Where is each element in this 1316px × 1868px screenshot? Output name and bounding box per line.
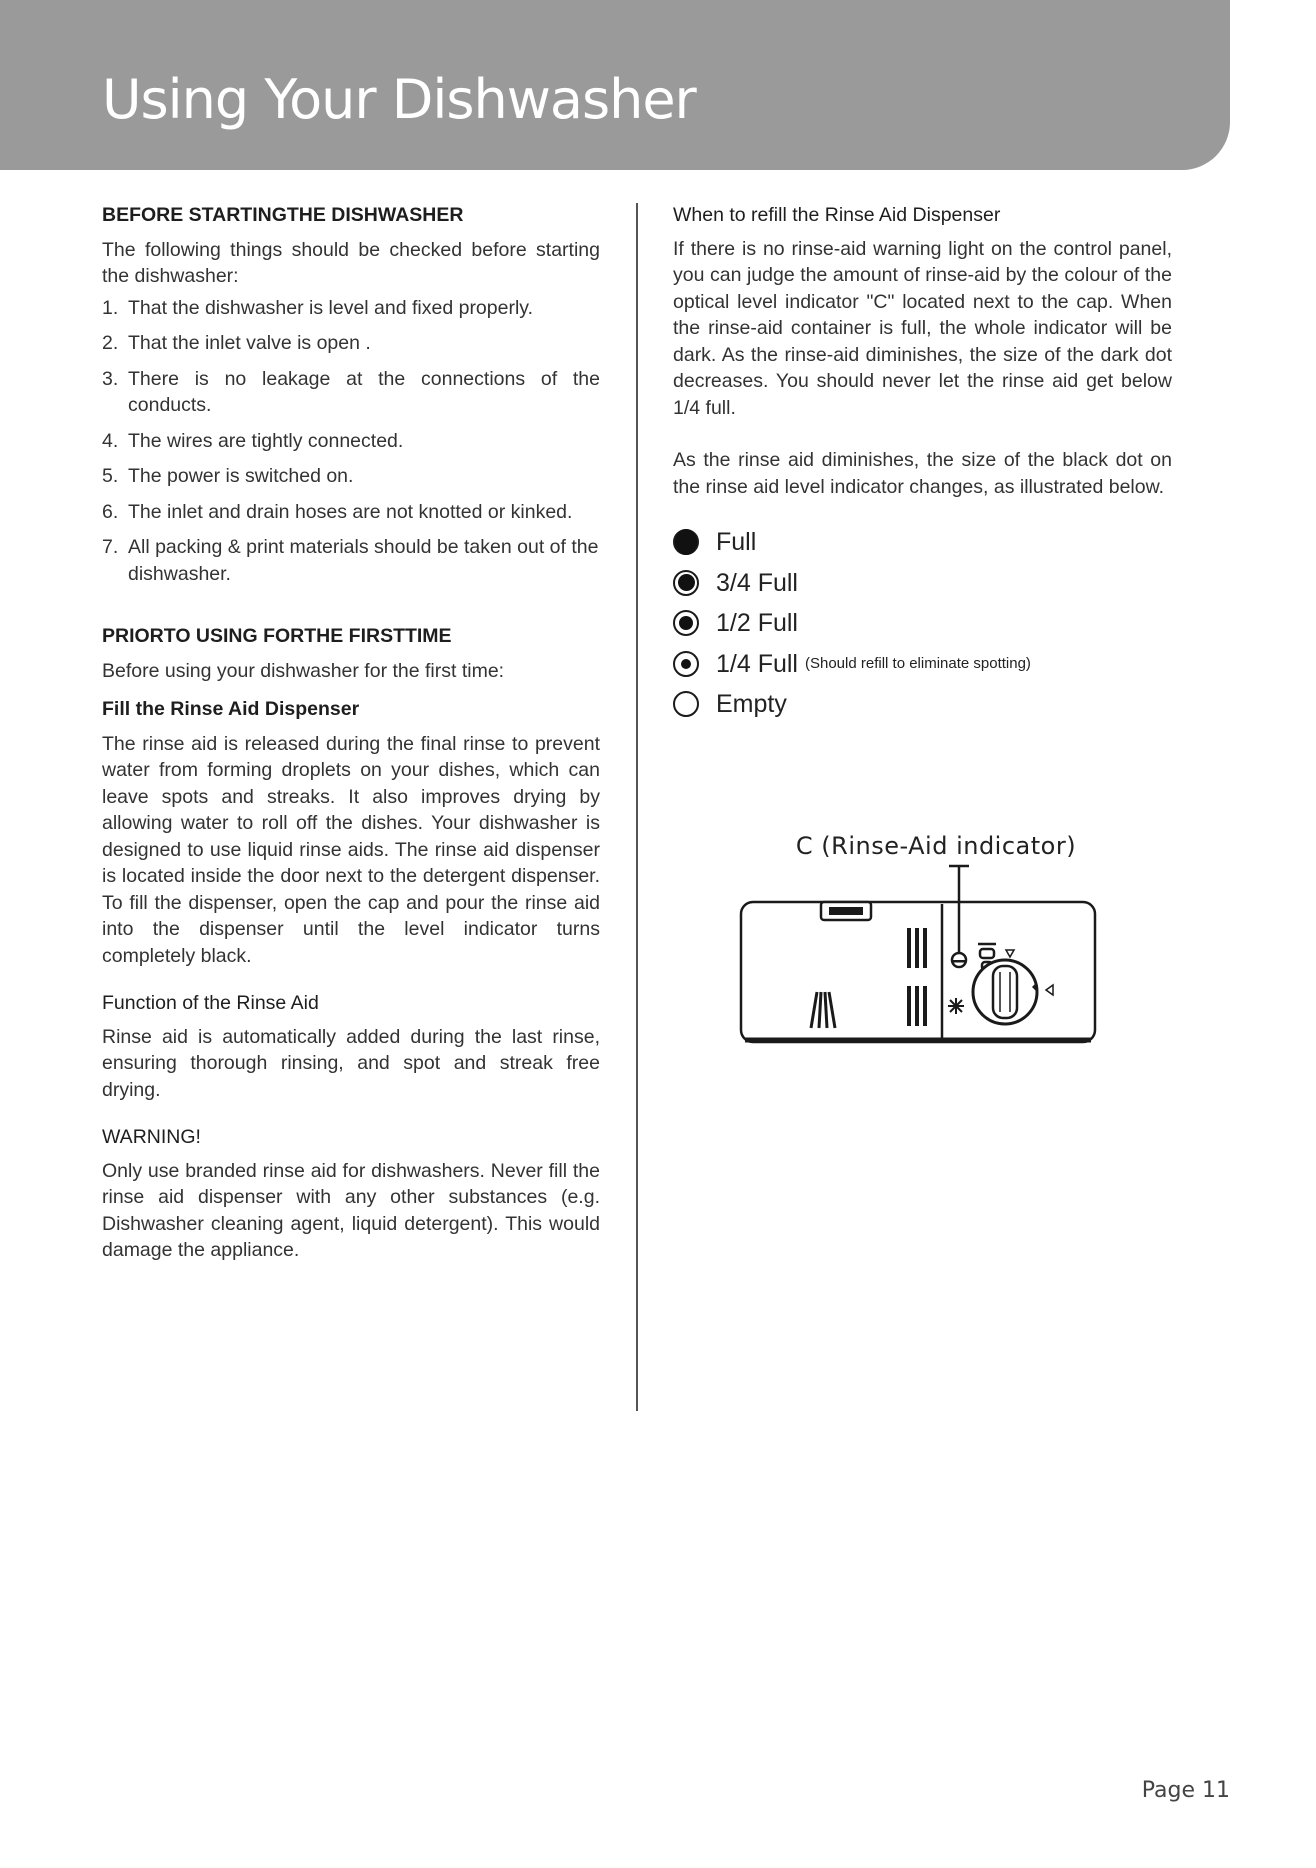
rinse-aid-function-body: Rinse aid is automatically added during the last rinse, ensuring thorough rinsing, and spot and streak free drying.	[102, 1025, 600, 1101]
warning-heading: WARNING!	[102, 1126, 201, 1148]
dial-cap-icon	[973, 960, 1037, 1024]
list-item-number: 6.	[102, 500, 119, 523]
list-item-number: 4.	[102, 429, 119, 452]
list-item	[102, 295, 600, 322]
level-indicator-icon	[952, 953, 966, 967]
fill-rinse-aid-heading: Fill the Rinse Aid Dispenser	[102, 698, 360, 720]
diminish-body: As the rinse aid diminishes, the size of the black dot on the rinse aid level indicator changes, as illustrated below.	[673, 449, 1172, 498]
level-dot-icon	[673, 651, 699, 677]
dispenser-panel-illustration	[735, 860, 1105, 1060]
list-item	[102, 534, 600, 587]
list-item-text: The power is switched on.	[128, 465, 354, 487]
level-item	[673, 563, 1172, 604]
level-dot-icon	[673, 610, 699, 636]
list-item-text: There is no leakage at the connections of the conducts.	[128, 367, 600, 416]
warning-body: Only use branded rinse aid for dishwashers. Never fill the rinse aid dispenser with any other substances (e.g. Dishwasher cleaning agent, liquid detergent). This would damage the appliance.	[102, 1159, 600, 1261]
list-item-text: The wires are tightly connected.	[128, 429, 404, 452]
level-label: Empty	[716, 690, 787, 718]
prior-to-first-use-intro: Before using your dishwasher for the first time:	[102, 659, 505, 682]
prior-to-first-use-heading: PRIORTO USING FORTHE FIRSTTIME	[102, 625, 452, 647]
level-label: 1/4 Full	[716, 649, 798, 678]
fill-rinse-aid-body: The rinse aid is released during the final rinse to prevent water from forming droplets on your dishes, which can leave spots and streaks. It also improves drying by allowing water to roll off the dishes. Your dishwasher is designed to use liquid rinse aids. The rinse aid dispenser is located inside the door next to the detergent dispenser. To fill the dispenser, open the cap and pour the rinse aid into the dispenser until the level indicator turns completely black.	[102, 732, 600, 967]
level-item	[673, 644, 1172, 685]
level-note: (Should refill to eliminate spotting)	[804, 654, 1031, 672]
list-item-number: 3.	[102, 367, 119, 390]
page-title: Using Your Dishwasher	[102, 68, 696, 131]
level-label: 1/2 Full	[716, 609, 798, 637]
list-item-number: 1.	[102, 296, 119, 319]
level-item	[673, 684, 1172, 725]
level-dot-icon	[673, 691, 699, 717]
before-starting-heading: BEFORE STARTINGTHE DISHWASHER	[102, 204, 464, 226]
list-item-number: 5.	[102, 465, 119, 487]
level-item	[673, 603, 1172, 644]
refill-heading: When to refill the Rinse Aid Dispenser	[673, 204, 1001, 226]
column-divider	[636, 203, 638, 1411]
latch-slot-icon	[821, 902, 871, 920]
page-number: Page 11	[1141, 1778, 1230, 1803]
list-item-text: All packing & print materials should be taken out of the dishwasher.	[128, 536, 599, 585]
rinse-aid-level-list	[673, 522, 1172, 725]
list-item	[102, 499, 600, 526]
figure-caption: C (Rinse-Aid indicator)	[795, 832, 1077, 860]
list-item	[102, 463, 600, 490]
list-item-text: The inlet and drain hoses are not knotted or kinked.	[128, 500, 573, 523]
list-item-text: That the dishwasher is level and fixed properly.	[128, 296, 534, 319]
level-dot-icon	[673, 529, 699, 555]
sparkle-icon	[948, 998, 964, 1014]
before-starting-intro: The following things should be checked before starting the dishwasher:	[102, 238, 600, 287]
refill-body: If there is no rinse-aid warning light on the control panel, you can judge the amount of rinse-aid by the colour of the optical level indicator "C" located next to the cap. When the rinse-aid container is full, the whole indicator will be dark. As the rinse-aid diminishes, the size of the dark dot decreases. You should never let the rinse aid get below 1/4 full.	[673, 237, 1172, 419]
header-banner	[0, 0, 1230, 170]
level-item	[673, 522, 1172, 563]
list-item-number: 7.	[102, 536, 119, 558]
list-item	[102, 366, 600, 419]
before-starting-checklist	[102, 295, 600, 588]
rinse-aid-function-heading: Function of the Rinse Aid	[102, 992, 319, 1014]
left-column	[102, 202, 600, 1264]
list-item	[102, 330, 600, 357]
right-column	[673, 202, 1172, 725]
list-item	[102, 428, 600, 455]
level-label: Full	[716, 528, 757, 556]
level-dot-icon	[673, 570, 699, 596]
level-label: 3/4 Full	[716, 568, 798, 597]
rinse-aid-indicator-figure	[735, 832, 1105, 1060]
list-item-number: 2.	[102, 332, 119, 354]
list-item-text: That the inlet valve is open .	[128, 332, 371, 354]
